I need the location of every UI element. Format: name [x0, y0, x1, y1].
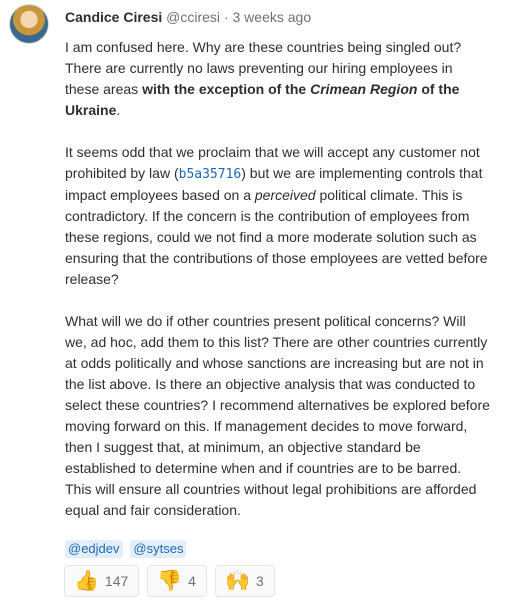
paragraph-2: It seems odd that we proclaim that we will accept any customer not prohibited by law (b5a35716) but we are implementing controls that impact employees based on a perceived political climate. This is contradictory. If the concern is the contribution of employees from these regions, could we not find a more moderate solution such as ensuring that the contributions of those employees are vetted before release? [65, 144, 488, 287]
separator: · [223, 9, 229, 25]
reaction-raised-hands[interactable] [215, 565, 275, 597]
paragraph-3: What will we do if other countries present political concerns? Will we, ad hoc, add them to this list? There are other countries currently at odds politically and whose sanctions are increasing but are not in the list above. Is there an objective analysis that was conducted to select these countries? I recommend alternatives be explored before moving forward on this. If management decides to move forward, then I suggest that, at minimum, an objective standard be established to determine when and if countries are to be barred. This will ensure all countries without legal prohibitions are afforded equal and fair consideration. [65, 313, 490, 518]
reaction-thumbs-down[interactable] [147, 565, 207, 597]
timestamp[interactable]: 3 weeks ago [232, 9, 312, 25]
reaction-thumbs-up[interactable] [64, 565, 139, 597]
reactions [64, 565, 275, 597]
mention-sytses[interactable]: @sytses [130, 540, 186, 558]
paragraph-1: I am confused here. Why are these countries being singled out? There are currently no laws preventing our hiring employees in these areas with the exception of the Crimean Region of the Ukraine. [65, 39, 462, 118]
reaction-count: 3 [255, 573, 264, 589]
p1-text: I am confused here. Why are these countries being singled out? There are currently no laws preventing our hiring employees in these areas [65, 39, 462, 97]
avatar[interactable] [9, 4, 49, 44]
mentions [65, 538, 490, 559]
p2-emphasis: perceived [254, 187, 316, 203]
p1-emphasis: Crimean Region [310, 81, 418, 97]
raised-hands-icon: 🙌 [224, 570, 250, 592]
comment-body [65, 37, 490, 559]
reaction-count: 4 [188, 573, 196, 589]
reaction-count: 147 [104, 573, 129, 589]
p1-bold: with the exception of the Crimean Region of the Ukraine [65, 81, 460, 118]
thumbs-up-icon: 👍 [74, 570, 99, 592]
thumbs-down-icon: 👎 [157, 570, 183, 592]
commit-link[interactable]: b5a35716 [178, 167, 242, 182]
author-handle[interactable]: @cciresi [166, 9, 221, 25]
mention-edjdev[interactable]: @edjdev [65, 540, 123, 558]
comment-header [65, 8, 311, 26]
author-name[interactable]: Candice Ciresi [65, 9, 163, 25]
